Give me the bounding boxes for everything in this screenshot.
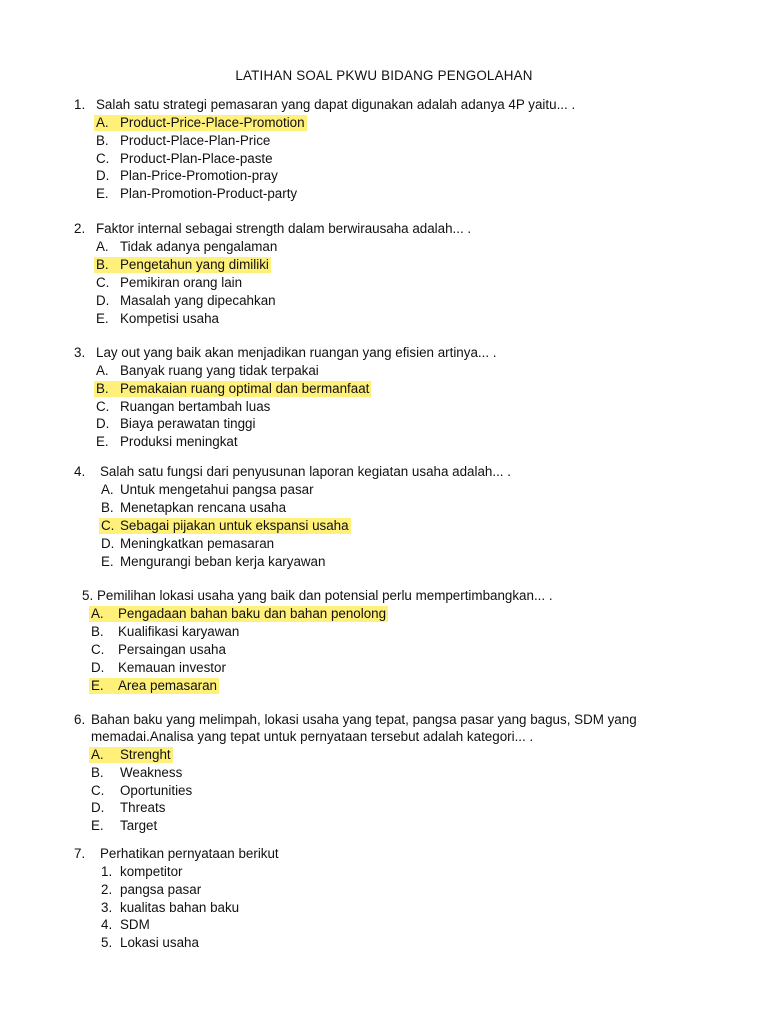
answer-option xyxy=(0,185,768,203)
question-stem xyxy=(0,463,768,481)
option-letter: 3. xyxy=(101,899,113,915)
option-letter: A. xyxy=(96,363,109,378)
option-text: Kemauan investor xyxy=(118,660,226,676)
option-letter: D. xyxy=(91,660,105,676)
answer-option xyxy=(0,292,768,310)
answer-option xyxy=(0,899,768,917)
answer-option xyxy=(0,659,768,677)
question-text: Lay out yang baik akan menjadikan ruangan yang efisien artinya... . xyxy=(96,345,497,360)
answer-option xyxy=(0,150,768,168)
option-letter: C. xyxy=(91,642,105,658)
answer-option-highlighted xyxy=(0,746,768,764)
question-3 xyxy=(0,344,768,451)
question-text: Faktor internal sebagai strength dalam berwirausaha adalah... . xyxy=(96,221,472,236)
option-letter: C. xyxy=(96,275,110,290)
question-stem xyxy=(0,845,768,863)
question-number: 1. xyxy=(74,97,86,112)
option-letter: A. xyxy=(101,482,114,497)
question-text: Perhatikan pernyataan berikut xyxy=(100,846,279,861)
option-text: Pengadaan bahan baku dan bahan penolong xyxy=(118,606,387,621)
option-text: Lokasi usaha xyxy=(120,935,199,951)
option-text: pangsa pasar xyxy=(120,881,202,897)
option-letter: B. xyxy=(101,499,114,515)
option-text: Plan-Promotion-Product-party xyxy=(120,186,298,202)
question-stem xyxy=(0,220,768,238)
answer-option-highlighted xyxy=(0,605,768,623)
question-stem xyxy=(0,344,768,362)
option-letter: 5. xyxy=(101,935,113,951)
option-text: Kompetisi usaha xyxy=(120,311,219,326)
question-number: 2. xyxy=(74,221,86,236)
option-letter: B. xyxy=(96,132,109,148)
answer-option xyxy=(0,132,768,150)
question-number: 4. xyxy=(74,464,86,479)
answer-option-highlighted xyxy=(0,677,768,695)
option-letter: D. xyxy=(96,416,110,432)
option-letter: D. xyxy=(91,800,105,816)
question-text: Salah satu fungsi dari penyusunan laporan kegiatan usaha adalah... . xyxy=(100,464,511,479)
option-text: Target xyxy=(120,818,158,834)
option-text: Sebagai pijakan untuk ekspansi usaha xyxy=(120,517,349,533)
question-number: 5. xyxy=(82,588,94,603)
answer-option-highlighted xyxy=(0,380,768,398)
option-text: Threats xyxy=(120,800,166,816)
option-text: Area pemasaran xyxy=(118,678,217,694)
option-text: Mengurangi beban kerja karyawan xyxy=(120,553,326,569)
option-letter: C. xyxy=(96,150,110,166)
answer-option xyxy=(0,817,768,835)
question-number: 7. xyxy=(74,846,86,861)
question-text: Salah satu strategi pemasaran yang dapat digunakan adalah adanya 4P yaitu... . xyxy=(96,97,576,112)
option-text: Untuk mengetahui pangsa pasar xyxy=(120,482,314,497)
answer-option xyxy=(0,481,768,499)
option-text: Product-Price-Place-Promotion xyxy=(120,115,305,130)
option-letter: A. xyxy=(91,606,104,621)
answer-option xyxy=(0,167,768,185)
question-7 xyxy=(0,845,768,952)
answer-option xyxy=(0,799,768,817)
question-text: Pemilihan lokasi usaha yang baik dan potensial perlu mempertimbangkan... . xyxy=(97,588,553,603)
answer-option xyxy=(0,934,768,952)
option-letter: A. xyxy=(96,239,109,254)
answer-option xyxy=(0,362,768,380)
question-stem xyxy=(0,96,768,114)
answer-option xyxy=(0,238,768,256)
option-text: Product-Place-Plan-Price xyxy=(120,132,271,148)
option-letter: E. xyxy=(96,434,109,450)
answer-option xyxy=(0,310,768,328)
answer-option xyxy=(0,881,768,899)
answer-option xyxy=(0,433,768,451)
answer-option xyxy=(0,782,768,800)
option-text: Biaya perawatan tinggi xyxy=(120,416,256,432)
option-letter: C. xyxy=(96,398,110,414)
option-letter: 2. xyxy=(101,881,113,897)
option-letter: E. xyxy=(96,186,109,202)
question-stem xyxy=(0,587,768,605)
answer-option-highlighted xyxy=(0,517,768,535)
answer-option xyxy=(0,863,768,881)
option-letter: B. xyxy=(96,380,109,396)
question-1 xyxy=(0,96,768,203)
option-letter: C. xyxy=(101,517,115,533)
option-text: Strenght xyxy=(120,747,171,762)
option-letter: B. xyxy=(91,624,104,640)
option-text: SDM xyxy=(120,917,150,933)
option-text: Pengetahun yang dimiliki xyxy=(120,257,269,272)
option-letter: 1. xyxy=(101,864,113,879)
option-text: Menetapkan rencana usaha xyxy=(120,499,287,515)
question-stem xyxy=(0,711,768,729)
option-letter: E. xyxy=(96,311,109,326)
answer-option-highlighted xyxy=(0,256,768,274)
question-6 xyxy=(0,711,768,835)
answer-option xyxy=(0,274,768,292)
option-text: Weakness xyxy=(120,764,183,780)
option-text: Banyak ruang yang tidak terpakai xyxy=(120,363,319,378)
question-5 xyxy=(0,587,768,695)
answer-option xyxy=(0,398,768,416)
option-letter: E. xyxy=(91,818,104,834)
option-text: Kualifikasi karyawan xyxy=(118,624,240,640)
option-text: Oportunities xyxy=(120,782,193,798)
option-text: Product-Plan-Place-paste xyxy=(120,150,273,166)
option-letter: E. xyxy=(91,678,104,694)
option-letter: C. xyxy=(91,782,105,798)
answer-option xyxy=(0,764,768,782)
option-letter: D. xyxy=(101,535,115,551)
question-4 xyxy=(0,463,768,570)
option-text: kualitas bahan baku xyxy=(120,899,240,915)
answer-option xyxy=(0,553,768,571)
option-letter: A. xyxy=(96,115,109,130)
question-text: Bahan baku yang melimpah, lokasi usaha yang tepat, pangsa pasar yang bagus, SDM yang xyxy=(91,712,637,727)
answer-option xyxy=(0,916,768,934)
option-text: Persaingan usaha xyxy=(118,642,226,658)
option-text: Plan-Price-Promotion-pray xyxy=(120,168,278,184)
document-title: LATIHAN SOAL PKWU BIDANG PENGOLAHAN xyxy=(235,68,533,83)
answer-option-highlighted xyxy=(0,114,768,132)
option-text: Meningkatkan pemasaran xyxy=(120,535,275,551)
question-number: 6. xyxy=(74,712,86,727)
option-text: Produksi meningkat xyxy=(120,434,238,450)
option-letter: 4. xyxy=(101,917,113,933)
option-text: Tidak adanya pengalaman xyxy=(120,239,278,254)
question-stem-continued xyxy=(0,728,768,746)
answer-option xyxy=(0,499,768,517)
question-number: 3. xyxy=(74,345,86,360)
option-text: Masalah yang dipecahkan xyxy=(120,293,276,308)
answer-option xyxy=(0,623,768,641)
option-text: kompetitor xyxy=(120,864,183,879)
option-letter: E. xyxy=(101,553,114,569)
question-text-line2: memadai.Analisa yang tepat untuk pernyataan tersebut adalah kategori... . xyxy=(91,729,534,744)
option-letter: D. xyxy=(96,293,110,308)
option-letter: D. xyxy=(96,168,110,184)
question-2 xyxy=(0,220,768,328)
answer-option xyxy=(0,415,768,433)
option-text: Ruangan bertambah luas xyxy=(120,398,271,414)
option-text: Pemakaian ruang optimal dan bermanfaat xyxy=(120,380,370,396)
answer-option xyxy=(0,535,768,553)
option-letter: B. xyxy=(91,764,104,780)
option-text: Pemikiran orang lain xyxy=(120,275,243,290)
answer-option xyxy=(0,641,768,659)
option-letter: B. xyxy=(96,257,109,272)
option-letter: A. xyxy=(91,747,104,762)
